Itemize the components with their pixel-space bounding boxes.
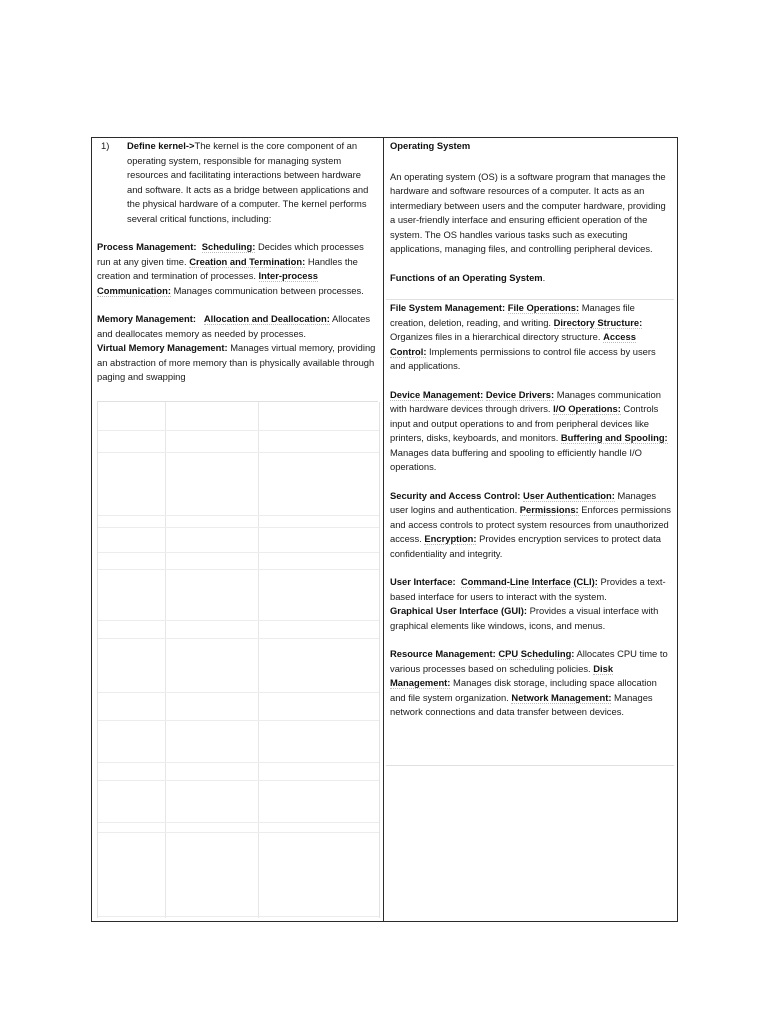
- fs-acc-label: Access Control:: [390, 331, 636, 357]
- device-buf-text: Manages data buffering and spooling to efficiently handle I/O operations.: [390, 446, 642, 472]
- grid-row-line: [98, 822, 379, 823]
- ui-gui-label: Graphical User Interface (GUI):: [390, 605, 528, 616]
- fs-ops-text: Manages file creation, deletion, reading, and writing.: [390, 302, 635, 328]
- resource-cpu-label: CPU Scheduling:: [498, 648, 575, 659]
- memory-management-section: [97, 312, 377, 385]
- scheduling-label: Scheduling:: [201, 241, 256, 252]
- right-separator-line: [386, 299, 674, 300]
- fs-heading: File System Management:: [390, 302, 506, 313]
- vm-label: Virtual Memory Management:: [97, 342, 228, 353]
- functions-period: .: [542, 271, 546, 283]
- right-separator-line: [386, 765, 674, 766]
- os-title: [390, 139, 673, 154]
- memory-heading: Memory Management:: [97, 313, 196, 324]
- grid-row-line: [98, 780, 379, 781]
- grid-row-line: [98, 762, 379, 763]
- fs-dir-text: Organizes files in a hierarchical directory structure.: [390, 331, 604, 342]
- grid-col-line: [258, 402, 259, 918]
- alloc-text: Allocates and deallocates memory as needed by processes.: [97, 313, 371, 339]
- grid-row-line: [98, 720, 379, 721]
- ui-gui-text: Provides a visual interface with graphical elements like windows, icons, and menus.: [390, 605, 659, 631]
- functions-heading: [390, 271, 673, 286]
- grid-row-line: [98, 515, 379, 516]
- kernel-text: The kernel is the core component of an operating system, responsible for managing system resources and facilitating interactions between hardware and software. It acts as a bridge between applications and the physical hardware of a computer. The kernel performs several critical functions, including:: [127, 140, 369, 224]
- process-management-section: [97, 240, 377, 298]
- security-perm-text: Enforces permissions and access controls to protect system resources from unauthorized access.: [390, 504, 671, 544]
- ui-heading: User Interface:: [390, 576, 456, 587]
- device-heading: Device Management:: [390, 388, 484, 400]
- security-auth-text: Manages user logins and authentication.: [390, 489, 657, 515]
- resource-heading: Resource Management:: [390, 648, 496, 659]
- user-interface-section: [390, 575, 673, 633]
- process-heading: Process Management:: [97, 241, 197, 252]
- column-divider: [383, 137, 384, 922]
- grid-row-line: [98, 527, 379, 528]
- alloc-label: Allocation and Deallocation:: [203, 313, 330, 324]
- right-column: [390, 139, 673, 720]
- grid-row-line: [98, 832, 379, 833]
- scheduling-text: Decides which processes run at any given time.: [97, 241, 364, 267]
- resource-disk-text: Manages disk storage, including space allocation and file system organization.: [390, 677, 657, 703]
- grid-col-line: [165, 402, 166, 918]
- device-drv-text: Manages communication with hardware devices through drivers.: [390, 388, 661, 414]
- grid-row-line: [98, 916, 379, 917]
- resource-management-section: [390, 647, 673, 720]
- fs-ops-label: File Operations:: [507, 302, 580, 313]
- device-io-label: I/O Operations:: [553, 403, 621, 414]
- resource-cpu-text: Allocates CPU time to various processes based on scheduling policies.: [390, 648, 668, 674]
- file-system-section: [390, 301, 673, 374]
- ipc-label: Inter-process Communication:: [97, 270, 318, 296]
- creation-text: Handles the creation and termination of processes.: [97, 255, 358, 281]
- grid-row-line: [98, 430, 379, 431]
- resource-disk-label: Disk Management:: [390, 662, 614, 688]
- list-number: 1): [101, 140, 110, 151]
- ui-cli-text: Provides a text-based interface for users to interact with the system.: [390, 576, 666, 602]
- ipc-text: Manages communication between processes.: [170, 284, 364, 296]
- resource-net-text: Manages network connections and data transfer between devices.: [390, 691, 653, 717]
- device-io-text: Controls input and output operations to and from peripheral devices like printers, disks, keyboards, and monitors.: [390, 403, 659, 443]
- security-heading: Security and Access Control:: [390, 489, 521, 501]
- grid-row-line: [98, 692, 379, 693]
- left-column: [97, 139, 377, 385]
- grid-row-line: [98, 452, 379, 453]
- empty-table-grid: [97, 402, 380, 918]
- security-perm-label: Permissions:: [519, 504, 579, 515]
- security-enc-label: Encryption:: [424, 533, 477, 544]
- grid-row-line: [98, 620, 379, 621]
- kernel-term: Define kernel->: [127, 140, 195, 151]
- resource-net-label: Network Management:: [511, 691, 612, 703]
- grid-row-line: [98, 569, 379, 570]
- device-buf-label: Buffering and Spooling:: [560, 432, 668, 443]
- creation-label: Creation and Termination:: [189, 255, 306, 267]
- grid-row-line: [98, 552, 379, 553]
- security-section: [390, 489, 673, 562]
- grid-row-line: [98, 638, 379, 639]
- fs-dir-label: Directory Structure:: [553, 316, 643, 328]
- os-intro: An operating system (OS) is a software program that manages the hardware and software resources of a computer. It acts as an intermediary between users and the computer hardware, providing a user-friendly interface and ensuring efficient operation of the system. The OS handles various tasks such as executing applications, managing files, and controlling peripheral devices.: [390, 170, 666, 254]
- ui-cli-label: Command-Line Interface (CLI):: [460, 576, 598, 587]
- device-drv-label: Device Drivers:: [485, 388, 555, 400]
- vm-text: Manages virtual memory, providing an abstraction of more memory than is physically available through paging and swapping: [97, 342, 376, 382]
- functions-heading-text: Functions of an Operating System: [390, 271, 543, 283]
- kernel-definition: [97, 139, 377, 226]
- device-management-section: [390, 388, 673, 475]
- fs-acc-text: Implements permissions to control file access by users and applications.: [390, 345, 656, 371]
- os-title-text: Operating System: [390, 140, 471, 151]
- security-enc-text: Provides encryption services to protect data confidentiality and integrity.: [390, 533, 661, 559]
- security-auth-label: User Authentication:: [523, 489, 615, 501]
